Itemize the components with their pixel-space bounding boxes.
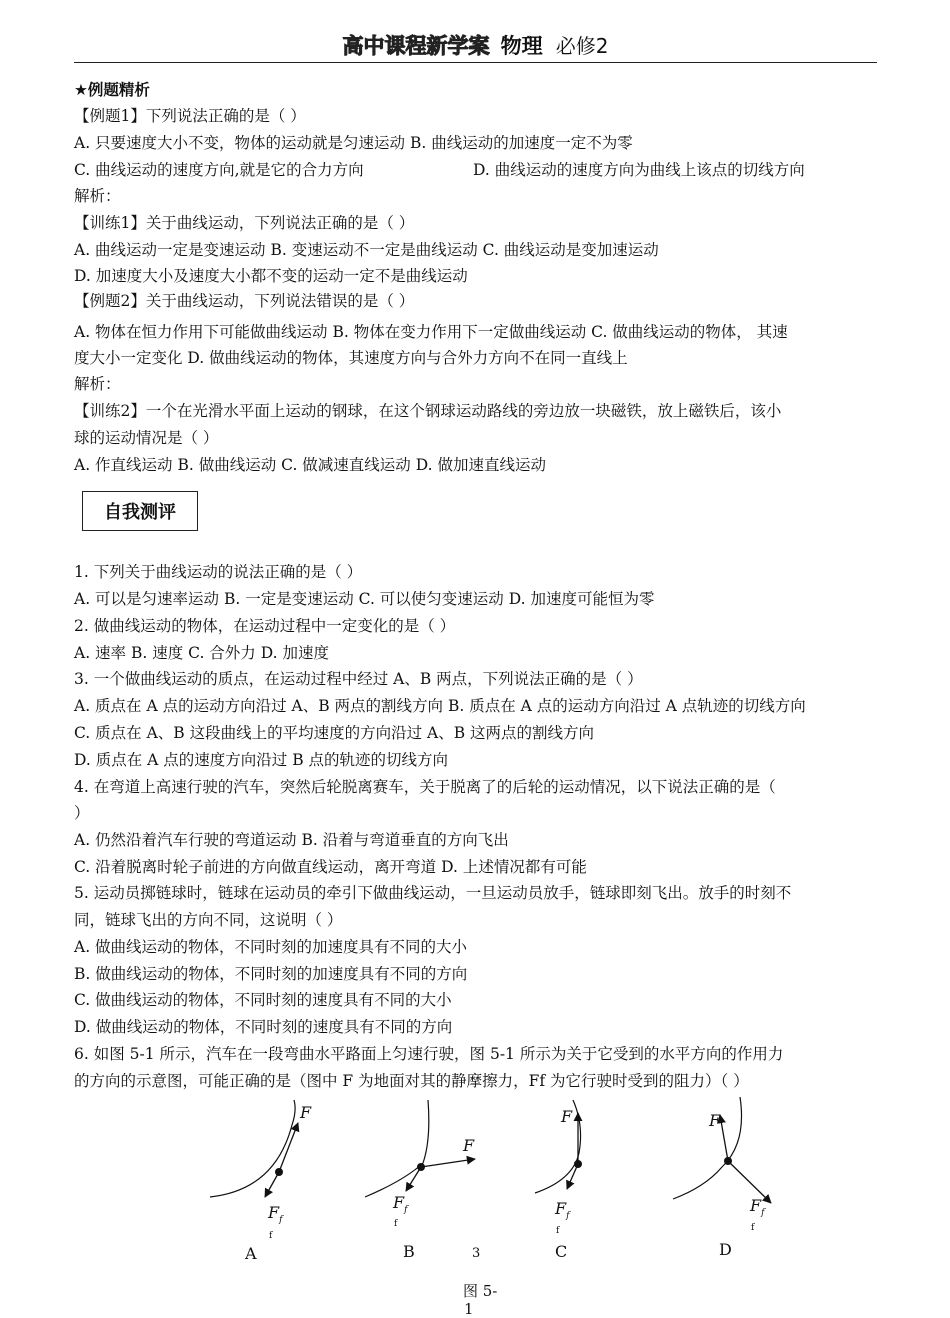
section-heading: ★例题精析 <box>74 81 150 99</box>
quiz-5-option-c: C. 做曲线运动的物体，不同时刻的速度具有不同的大小 <box>74 991 452 1009</box>
figure-caption-number: 1 <box>464 1300 474 1318</box>
exercise-1-option-d: D. 加速度大小及速度大小都不变的运动一定不是曲线运动 <box>74 267 468 285</box>
quiz-4-question-close: ） <box>74 804 90 822</box>
curve-d <box>673 1097 742 1199</box>
example-1-question: 【例题1】下列说法正确的是（ ） <box>74 107 306 125</box>
curve-a <box>210 1100 295 1197</box>
quiz-6-question-line-1: 6. 如图 5-1 所示，汽车在一段弯曲水平路面上匀速行驶，图 5-1 所示为关于它受到的水平方向的作用力 <box>74 1045 784 1063</box>
option-label-a: A <box>245 1244 257 1263</box>
force-f-arrow-b <box>421 1159 475 1167</box>
force-f-arrow-a <box>279 1123 298 1172</box>
quiz-3-options-ab: A. 质点在 A 点的运动方向沿过 A、B 两点的割线方向 B. 质点在 A 点的运动方向沿过 A 点轨迹的切线方向 <box>74 697 806 715</box>
exercise-2-question-line-2: 球的运动情况是（ ） <box>74 429 219 447</box>
option-label-c: C <box>555 1242 568 1261</box>
figure-caption: 图 5- <box>463 1282 498 1300</box>
stray-f-b: f <box>394 1219 398 1229</box>
quiz-3-option-c: C. 质点在 A、B 这段曲线上的平均速度的方向沿过 A、B 这两点的割线方向 <box>74 724 595 742</box>
example-2-options-line-1: A. 物体在恒力作用下可能做曲线运动 B. 物体在变力作用下一定做曲线运动 C. 做曲线运动的物体， 其速 <box>74 323 788 341</box>
quiz-4-options-ab: A. 仍然沿着汽车行驶的弯道运动 B. 沿着与弯道垂直的方向飞出 <box>74 831 509 849</box>
diagram-a <box>210 1100 298 1197</box>
quiz-5-option-d: D. 做曲线运动的物体，不同时刻的速度具有不同的方向 <box>74 1018 453 1036</box>
quiz-5-option-b: B. 做曲线运动的物体，不同时刻的加速度具有不同的方向 <box>74 965 468 983</box>
stray-f-c: f <box>556 1226 560 1236</box>
analysis-label-2: 解析： <box>74 375 121 393</box>
stray-f-a: f <box>269 1231 273 1241</box>
force-f-arrow-d <box>720 1115 728 1161</box>
diagram-b <box>365 1100 475 1197</box>
page-header <box>74 30 877 63</box>
example-1-option-d: D. 曲线运动的速度方向为曲线上该点的切线方向 <box>473 161 805 179</box>
example-1-option-c: C. 曲线运动的速度方向,就是它的合力方向 <box>74 161 364 179</box>
example-1-option-ab: A. 只要速度大小不变，物体的运动就是匀速运动 B. 曲线运动的加速度一定不为零 <box>74 134 633 152</box>
quiz-1-question: 1. 下列关于曲线运动的说法正确的是（ ） <box>74 563 363 581</box>
page-number: 3 <box>472 1246 481 1261</box>
exercise-1-options: A. 曲线运动一定是变速运动 B. 变速运动不一定是曲线运动 C. 曲线运动是变加速运动 <box>74 241 659 259</box>
header-series: 高中课程新学案 <box>342 34 490 58</box>
quiz-5-question-line-1: 5. 运动员掷链球时，链球在运动员的牵引下做曲线运动，一旦运动员放手，链球即刻飞出。放手的时刻不 <box>74 884 792 902</box>
quiz-1-options: A. 可以是匀速率运动 B. 一定是变速运动 C. 可以使匀变速运动 D. 加速度可能恒为零 <box>74 590 655 608</box>
label-f-a: F <box>300 1103 312 1122</box>
option-label-b: B <box>403 1242 415 1261</box>
analysis-label: 解析： <box>74 187 121 205</box>
quiz-3-question: 3. 一个做曲线运动的质点，在运动过程中经过 A、B 两点，下列说法正确的是（ ） <box>74 670 643 688</box>
exercise-2-question-line-1: 【训练2】一个在光滑水平面上运动的钢球，在这个钢球运动路线的旁边放一块磁铁，放上磁铁后，该小 <box>74 402 782 420</box>
header-grade: 必修2 <box>555 34 609 58</box>
quiz-2-question: 2. 做曲线运动的物体，在运动过程中一定变化的是（ ） <box>74 617 456 635</box>
quiz-4-options-cd: C. 沿着脱离时轮子前进的方向做直线运动，离开弯道 D. 上述情况都有可能 <box>74 858 587 876</box>
friction-arrow-a <box>265 1172 279 1197</box>
quiz-6-question-line-2: 的方向的示意图，可能正确的是（图中 F 为地面对其的静摩擦力，Ff 为它行驶时受到的阻力）（ ） <box>74 1072 749 1090</box>
quiz-4-question: 4. 在弯道上高速行驶的汽车，突然后轮脱离赛车，关于脱离了的后轮的运动情况，以下说法正确的是（ <box>74 778 776 796</box>
quiz-5-question-line-2: 同，链球飞出的方向不同，这说明（ ） <box>74 911 343 929</box>
quiz-5-option-a: A. 做曲线运动的物体，不同时刻的加速度具有不同的大小 <box>74 938 468 956</box>
figure-5-1 <box>195 1095 795 1270</box>
example-2-options-line-2: 度大小一定变化 D. 做曲线运动的物体，其速度方向与合外力方向不在同一直线上 <box>74 349 628 367</box>
stray-f-d: f <box>751 1223 755 1233</box>
curve-b <box>365 1100 429 1197</box>
label-f-c: F <box>561 1107 573 1126</box>
option-label-d: D <box>719 1240 732 1259</box>
label-ff-c: $F_f$ <box>555 1199 570 1222</box>
diagram-c <box>535 1100 582 1193</box>
quiz-2-options: A. 速率 B. 速度 C. 合外力 D. 加速度 <box>74 644 329 662</box>
label-ff-d: $F_f$ <box>750 1196 765 1219</box>
diagram-d <box>673 1097 771 1203</box>
label-ff-a: $F_f$ <box>268 1203 283 1226</box>
exercise-1-question: 【训练1】关于曲线运动，下列说法正确的是（ ） <box>74 214 415 232</box>
example-2-question: 【例题2】关于曲线运动，下列说法错误的是（ ） <box>74 292 415 310</box>
label-f-b: F <box>463 1136 475 1155</box>
curve-c <box>535 1100 581 1193</box>
exercise-2-options: A. 作直线运动 B. 做曲线运动 C. 做减速直线运动 D. 做加速直线运动 <box>74 456 546 474</box>
label-ff-b: $F_f$ <box>393 1193 408 1216</box>
self-assessment-title: 自我测评 <box>82 491 198 531</box>
header-subject: 物理 <box>500 34 543 58</box>
label-f-d: F <box>709 1111 721 1130</box>
quiz-3-option-d: D. 质点在 A 点的速度方向沿过 B 点的轨迹的切线方向 <box>74 751 449 769</box>
